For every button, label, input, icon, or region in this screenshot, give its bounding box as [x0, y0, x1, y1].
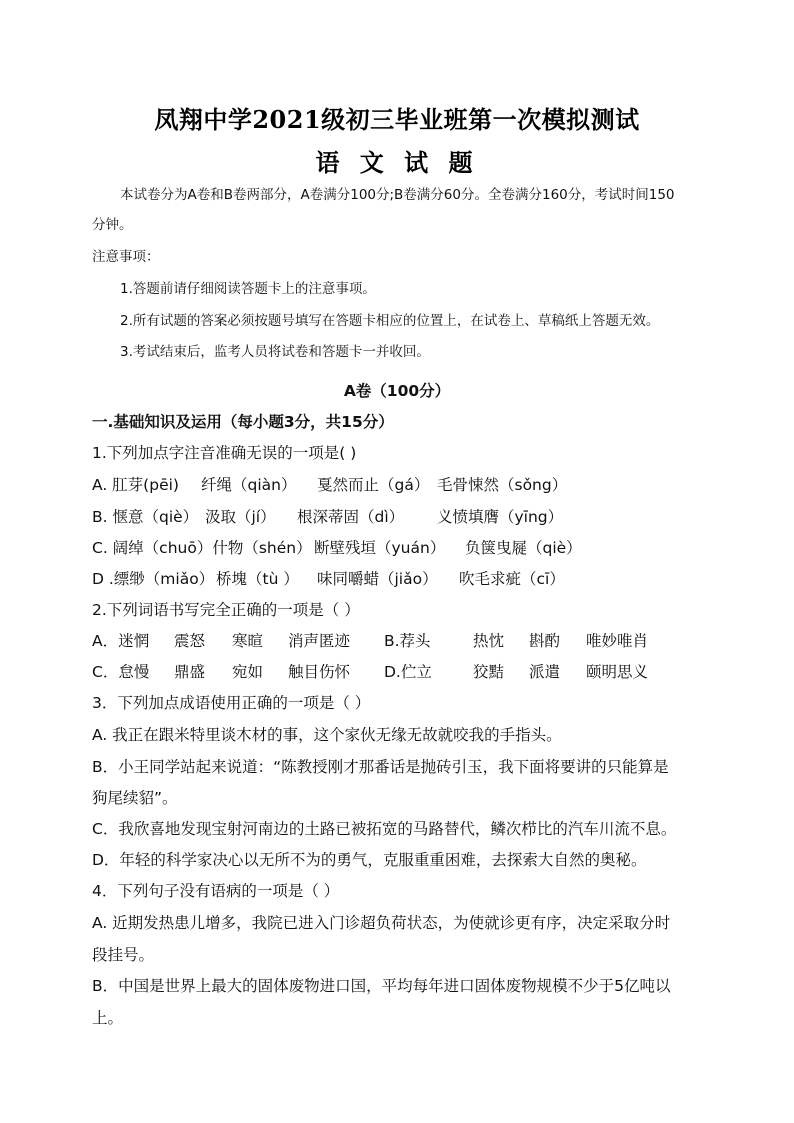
q2-word: C．怠慢 — [92, 663, 150, 681]
exam-title: 凤翔中学2021级初三毕业班第一次模拟测试 — [154, 105, 640, 134]
q1-d-item: D .缥缈（miǎo） — [92, 570, 215, 588]
q1-stem: 1.下列加点字注音准确无误的一项是( ) — [92, 444, 357, 462]
q1-c-item: C. 阔绰（chuō）什物（shén） — [92, 539, 312, 557]
q1-option-a — [92, 475, 567, 495]
q2-word: 唯妙唯肖 — [586, 632, 649, 650]
q2-word: 狡黠 — [473, 663, 505, 681]
notice-item-2: 2.所有试题的答案必须按题号填写在答题卡相应的位置上，在试卷上、草稿纸上答题无效。 — [120, 313, 660, 329]
q4-option-a-line-1: A. 近期发热患儿增多，我院已进入门诊超负荷状态，为使就诊更有序，决定采取分时 — [92, 914, 671, 932]
notice-item-3: 3.考试结束后，监考人员将试卷和答题卡一并收回。 — [120, 344, 430, 360]
q2-word: 消声匿迹 — [288, 632, 351, 650]
q4-option-b-line-1: B．中国是世界上最大的固体废物进口国，平均每年进口固体废物规模不少于5亿吨以 — [92, 977, 671, 995]
q1-option-d — [92, 569, 565, 589]
q1-d-item: 吹毛求疵（cī） — [459, 570, 565, 588]
q2-word: 颐明思义 — [586, 663, 649, 681]
q2-stem: 2.下列词语书写完全正确的一项是（ ） — [92, 601, 360, 619]
q1-b-item: 义愤填膺（yīng） — [437, 508, 564, 526]
q2-row-2 — [92, 662, 648, 682]
q2-word: B.荐头 — [384, 632, 431, 650]
q1-d-item: 桥塊（tù ） — [216, 570, 299, 588]
q4-option-b-line-2: 上。 — [92, 1009, 124, 1027]
q2-word: 斟酌 — [529, 632, 561, 650]
section-a-title: A卷（100分） — [343, 382, 451, 400]
q4-option-a-line-2: 段挂号。 — [92, 946, 155, 964]
q3-option-d: D．年轻的科学家决心以无所不为的勇气，克服重重困难，去探索大自然的奥秘。 — [92, 851, 647, 869]
q3-stem: 3．下列加点成语使用正确的一项是（ ） — [92, 694, 371, 712]
q3-option-b-line-1: B．小王同学站起来说道：“陈教授刚才那番话是抛砖引玉，我下面将要讲的只能算是 — [92, 758, 669, 776]
q1-c-item: 负箧曳屣（qiè） — [465, 539, 582, 557]
q1-option-b — [92, 507, 563, 527]
exam-subtitle: 语 文 试 题 — [315, 148, 479, 177]
q2-word: 热忱 — [473, 632, 505, 650]
q1-c-item: 断壁残垣（yuán） — [314, 539, 446, 557]
q1-a-item: 毛骨悚然（sǒng） — [437, 476, 568, 494]
q2-word: 宛如 — [232, 663, 264, 681]
intro-line-1: 本试卷分为A卷和B卷两部分，A卷满分100分;B卷满分60分。全卷满分160分，考试时间150 — [120, 187, 675, 203]
intro-line-2: 分钟。 — [92, 217, 133, 233]
q2-word: 寒暄 — [232, 632, 264, 650]
q3-option-b-line-2: 狗尾续貂”。 — [92, 789, 178, 807]
q1-option-c — [92, 538, 582, 558]
q1-d-item: 味同嚼蜡（jiǎo） — [317, 570, 438, 588]
notice-heading: 注意事项： — [92, 249, 160, 265]
q3-option-c: C．我欣喜地发现宝射河南边的土路已被拓宽的马路替代，鳞次栉比的汽车川流不息。 — [92, 820, 677, 838]
q3-option-a: A. 我正在跟米特里谈木材的事，这个家伙无缘无故就咬我的手指头。 — [92, 726, 562, 744]
part-1-heading: 一.基础知识及运用（每小题3分，共15分） — [92, 413, 394, 431]
q1-b-item: B. 惬意（qiè） — [92, 508, 199, 526]
q2-word: 触目伤怀 — [288, 663, 351, 681]
q2-row-1 — [92, 631, 648, 651]
q1-a-item: 纤绳（qiàn） — [201, 476, 297, 494]
q2-word: 鼎盛 — [174, 663, 206, 681]
q1-b-item: 根深蒂固（dì） — [297, 508, 405, 526]
q4-stem: 4．下列句子没有语病的一项是（ ） — [92, 882, 340, 900]
q2-word: D.伫立 — [384, 663, 432, 681]
q2-word: A．迷惘 — [92, 632, 150, 650]
q2-word: 震怒 — [174, 632, 206, 650]
notice-item-1: 1.答题前请仔细阅读答题卡上的注意事项。 — [120, 281, 376, 297]
q2-word: 派遣 — [529, 663, 561, 681]
q1-a-item: 戛然而止（gá） — [317, 476, 430, 494]
q1-a-item: A. 肛芽(pēi) — [92, 476, 179, 494]
q1-b-item: 汲取（jí） — [205, 508, 276, 526]
